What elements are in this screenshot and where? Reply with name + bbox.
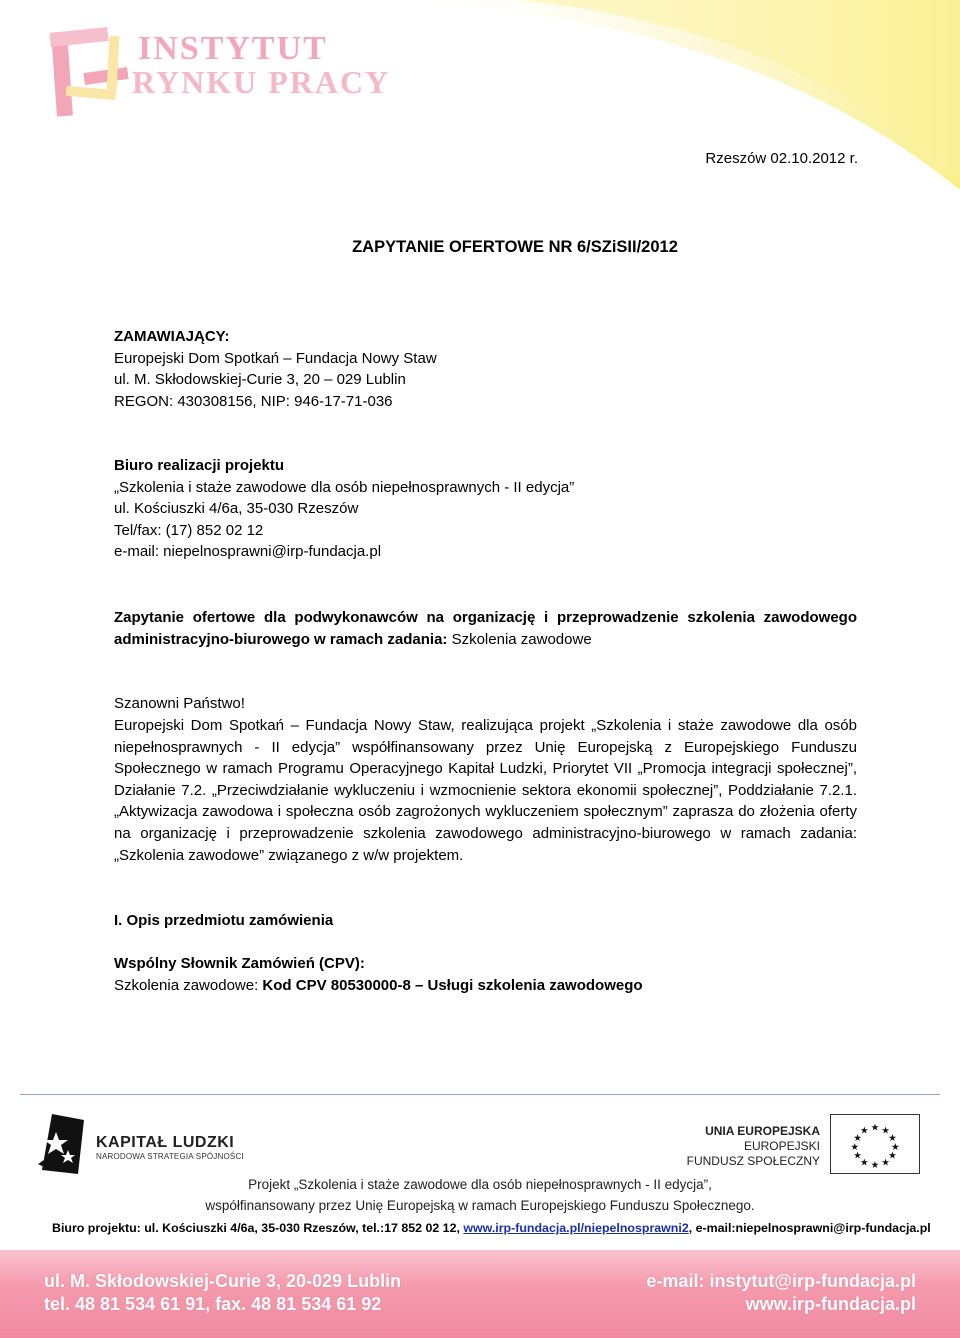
institute-address [44, 1270, 401, 1316]
client-block [114, 326, 857, 412]
svg-text:★: ★ [870, 1122, 880, 1134]
logo-text-rynku-pracy: RYNKU PRACY [132, 64, 391, 100]
section-heading: I. Opis przedmiotu zamówienia [114, 912, 334, 929]
cpv-line [114, 975, 857, 997]
greeting: Szanowni Państwo! [114, 695, 245, 712]
footer-office-suffix: , e-mail:niepelnosprawni@irp-fundacja.pl [688, 1221, 931, 1235]
client-address: ul. M. Skłodowskiej-Curie 3, 20 – 029 Lublin [114, 371, 406, 389]
page-title: ZAPYTANIE OFERTOWE NR 6/SZiSII/2012 [352, 238, 678, 256]
office-project: „Szkolenia i staże zawodowe dla osób niepełnosprawnych - II edycja” [114, 478, 575, 496]
kapital-ludzki-logo-icon [38, 1112, 88, 1176]
kapital-ludzki-title: KAPITAŁ LUDZKI [96, 1134, 235, 1151]
svg-text:★: ★ [890, 1141, 900, 1153]
svg-text:★: ★ [853, 1133, 862, 1145]
client-name: Europejski Dom Spotkań – Fundacja Nowy Staw [114, 349, 437, 367]
footer-office-prefix: Biuro projektu: ul. Kościuszki 4/6a, 35-030 Rzeszów, tel.:17 852 02 12, [52, 1221, 464, 1235]
project-website-link[interactable]: www.irp-fundacja.pl/niepelnosprawni2 [463, 1221, 689, 1235]
svg-text:★: ★ [888, 1150, 897, 1162]
client-ids: REGON: 430308156, NIP: 946-17-71-036 [114, 392, 393, 410]
footer-project-line2: współfinansowany przez Unię Europejską w ramach Europejskiego Funduszu Społecznego. [205, 1198, 755, 1213]
cpv-code: Kod CPV 80530000-8 – Usługi szkolenia zawodowego [262, 977, 643, 994]
subject-paragraph [114, 607, 857, 650]
office-address: ul. Kościuszki 4/6a, 35-030 Rzeszów [114, 500, 359, 518]
institute-phone: tel. 48 81 534 61 91, fax. 48 81 534 61 92 [44, 1294, 382, 1314]
document-date: Rzeszów 02.10.2012 r. [705, 150, 858, 167]
svg-text:★: ★ [860, 1125, 869, 1137]
svg-text:★: ★ [888, 1133, 897, 1145]
footer-project-line1: Projekt „Szkolenia i staże zawodowe dla osób niepełnosprawnych - II edycja”, [248, 1177, 712, 1192]
cpv-heading: Wspólny Słownik Zamówień (CPV): [114, 955, 365, 972]
office-email: e-mail: niepelnosprawni@irp-fundacja.pl [114, 543, 382, 561]
letter-body: Europejski Dom Spotkań – Fundacja Nowy Staw, realizująca projekt „Szkolenia i staże zawodowe dla osób niepełnosprawnych - II edycja” współfinansowany przez Unię Europejską z Europejskiego Funduszu Społecznego w ramach Programu Operacyjnego Kapitał Ludzki, Priorytet VII „Promocja integracji społecznej”, Działanie 7.2. „Przeciwdziałanie wykluczeniu i wzmocnienie sektora ekonomii społecznej”, Poddziałanie 7.2.1. „Aktywizacja zawodowa i społeczna osób zagrożonych wykluczeniem społecznym” zaprasza do złożenia oferty na organizację i przeprowadzenie szkolenia zawodowego administracyjno-biurowego w ramach zadania: „Szkolenia zawodowe” związanego z w/w projektem. [114, 717, 857, 864]
institute-email: e-mail: instytut@irp-fundacja.pl [646, 1271, 916, 1291]
office-block [114, 455, 857, 563]
eu-line3: FUNDUSZ SPOŁECZNY [686, 1154, 820, 1168]
svg-text:★: ★ [881, 1157, 890, 1169]
client-heading: ZAMAWIAJĄCY: [114, 328, 230, 345]
eu-line2: EUROPEJSKI [743, 1139, 820, 1153]
svg-text:★: ★ [881, 1125, 890, 1137]
eu-flag-icon [830, 1114, 920, 1174]
footer-divider [20, 1094, 940, 1095]
institute-logo-mark [44, 26, 134, 120]
cpv-prefix: Szkolenia zawodowe: [114, 977, 263, 994]
office-heading: Biuro realizacji projektu [114, 457, 285, 474]
svg-text:★: ★ [860, 1157, 869, 1169]
eu-line1: UNIA EUROPEJSKA [705, 1124, 820, 1138]
eu-fund-label [687, 1124, 820, 1169]
subject-bold: Zapytanie ofertowe dla podwykonawców na organizację i przeprowadzenie szkolenia zawodowego administracyjno-biurowego w ramach zadania: [114, 609, 857, 648]
svg-text:★: ★ [850, 1141, 860, 1153]
svg-text:★: ★ [870, 1160, 880, 1172]
subject-task: Szkolenia zawodowe [447, 630, 592, 648]
institute-website: www.irp-fundacja.pl [745, 1294, 916, 1314]
kapital-ludzki-subtitle: NARODOWA STRATEGIA SPÓJNOŚCI [96, 1152, 244, 1161]
footer-office-line [52, 1221, 931, 1235]
institute-contact [646, 1270, 916, 1316]
svg-text:★: ★ [853, 1150, 862, 1162]
institute-street: ul. M. Skłodowskiej-Curie 3, 20-029 Lublin [44, 1271, 402, 1291]
logo-text-instytut: INSTYTUT [138, 30, 328, 67]
footer-project-note [0, 1174, 960, 1216]
office-phone: Tel/fax: (17) 852 02 12 [114, 521, 264, 539]
